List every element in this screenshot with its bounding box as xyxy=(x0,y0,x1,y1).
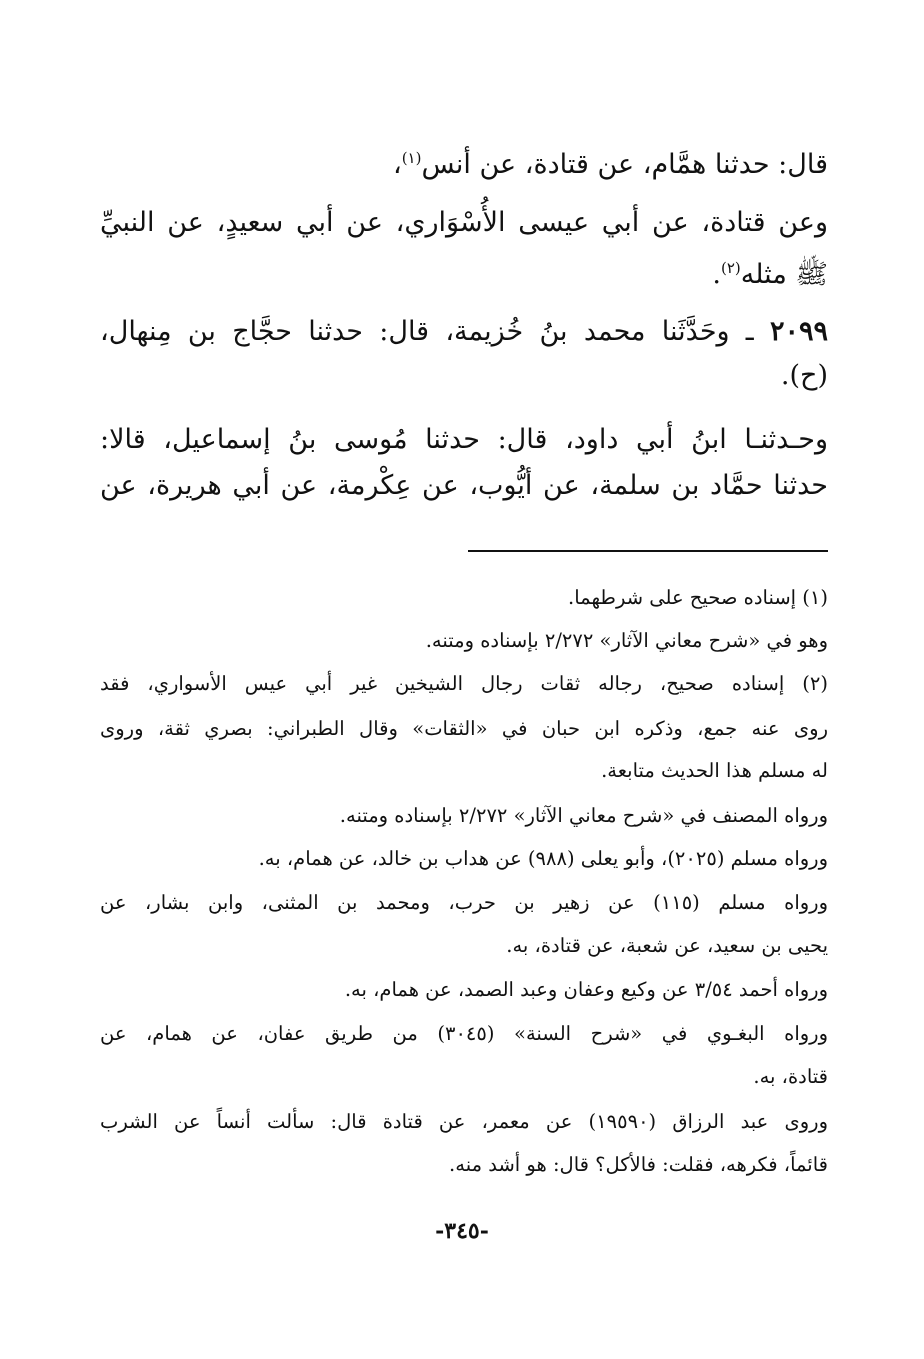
main-text-line-1-text: قال: حدثنا همَّام، عن قتادة، عن أنس xyxy=(421,149,828,180)
main-text-line-3-end: . xyxy=(712,259,721,290)
main-text-line-6: وحـدثنـا ابنُ أبي داود، قال: حدثنا مُوسى بنُ إسماعيل، قالا: xyxy=(100,424,828,455)
footnote-2-line-3: له مسلم هذا الحديث متابعة. xyxy=(601,759,828,782)
main-text-line-3 xyxy=(100,248,828,295)
footnote-2-source-5-line-2: قتادة، به. xyxy=(753,1065,828,1088)
footnote-2-line-1: (٢) إسناده صحيح، رجاله ثقات رجال الشيخين غير أبي عيس الأسواري، فقد xyxy=(100,672,828,695)
main-text-line-4 xyxy=(100,312,828,352)
footnote-divider xyxy=(468,550,828,552)
footnote-2-line-2: روى عنه جمع، وذكره ابن حبان في «الثقات» وقال الطبراني: بصري ثقة، وروى xyxy=(100,717,828,740)
main-text-line-3-text: ﷺ مثله xyxy=(740,259,828,290)
footnote-2-source-6-line-1: وروى عبد الرزاق (١٩٥٩٠) عن معمر، عن قتادة قال: سألت أنساً عن الشرب xyxy=(100,1110,828,1133)
main-text-line-5: (ح). xyxy=(780,360,828,391)
main-text-line-2: وعن قتادة، عن أبي عيسى الأُسْوَاري، عن أبي سعيدٍ، عن النبيِّ xyxy=(100,207,828,238)
footnote-ref-2: (٢) xyxy=(720,259,741,277)
footnote-2-source-3-line-2: يحيى بن سعيد، عن شعبة، عن قتادة، به. xyxy=(506,934,828,957)
page-number: -٣٤٥- xyxy=(435,1218,489,1244)
main-text-line-7: حدثنا حمَّاد بن سلمة، عن أيُّوب، عن عِكْرمة، عن أبي هريرة، عن xyxy=(100,470,828,501)
footnote-1: (١) إسناده صحيح على شرطهما. xyxy=(568,586,828,609)
footnote-1-source: وهو في «شرح معاني الآثار» ٢/٢٧٢ بإسناده ومتنه. xyxy=(425,629,828,652)
footnote-2-source-6-line-2: قائماً، فكرهه، فقلت: فالأكل؟ قال: هو أشد منه. xyxy=(449,1153,828,1176)
footnote-2-source-3-line-1: ورواه مسلم (١١٥) عن زهير بن حرب، ومحمد بن المثنى، وابن بشار، عن xyxy=(100,891,829,914)
footnote-2-source-4: ورواه أحمد ٣/٥٤ عن وكيع وعفان وعبد الصمد، عن همام، به. xyxy=(344,978,828,1001)
footnote-2-source-2: ورواه مسلم (٢٠٢٥)، وأبو يعلى (٩٨٨) عن هداب بن خالد، عن همام، به. xyxy=(258,847,828,870)
footnote-2-source-5-line-1: ورواه البغـوي في «شرح السنة» (٣٠٤٥) من طريق عفان، عن همام، عن xyxy=(100,1022,828,1045)
footnote-ref-1: (١) xyxy=(401,149,422,167)
footnote-2-source-1: ورواه المصنف في «شرح معاني الآثار» ٢/٢٧٢ بإسناده ومتنه. xyxy=(339,804,828,827)
hadith-number: ٢٠٩٩ xyxy=(769,316,828,347)
main-text-line-1 xyxy=(100,138,828,185)
main-text-line-1-end: ، xyxy=(392,149,402,180)
main-text-line-4-text: ـ وحَدَّثَنا محمد بنُ خُزيمة، قال: حدثنا حجَّاج بن مِنهال، xyxy=(100,316,754,347)
